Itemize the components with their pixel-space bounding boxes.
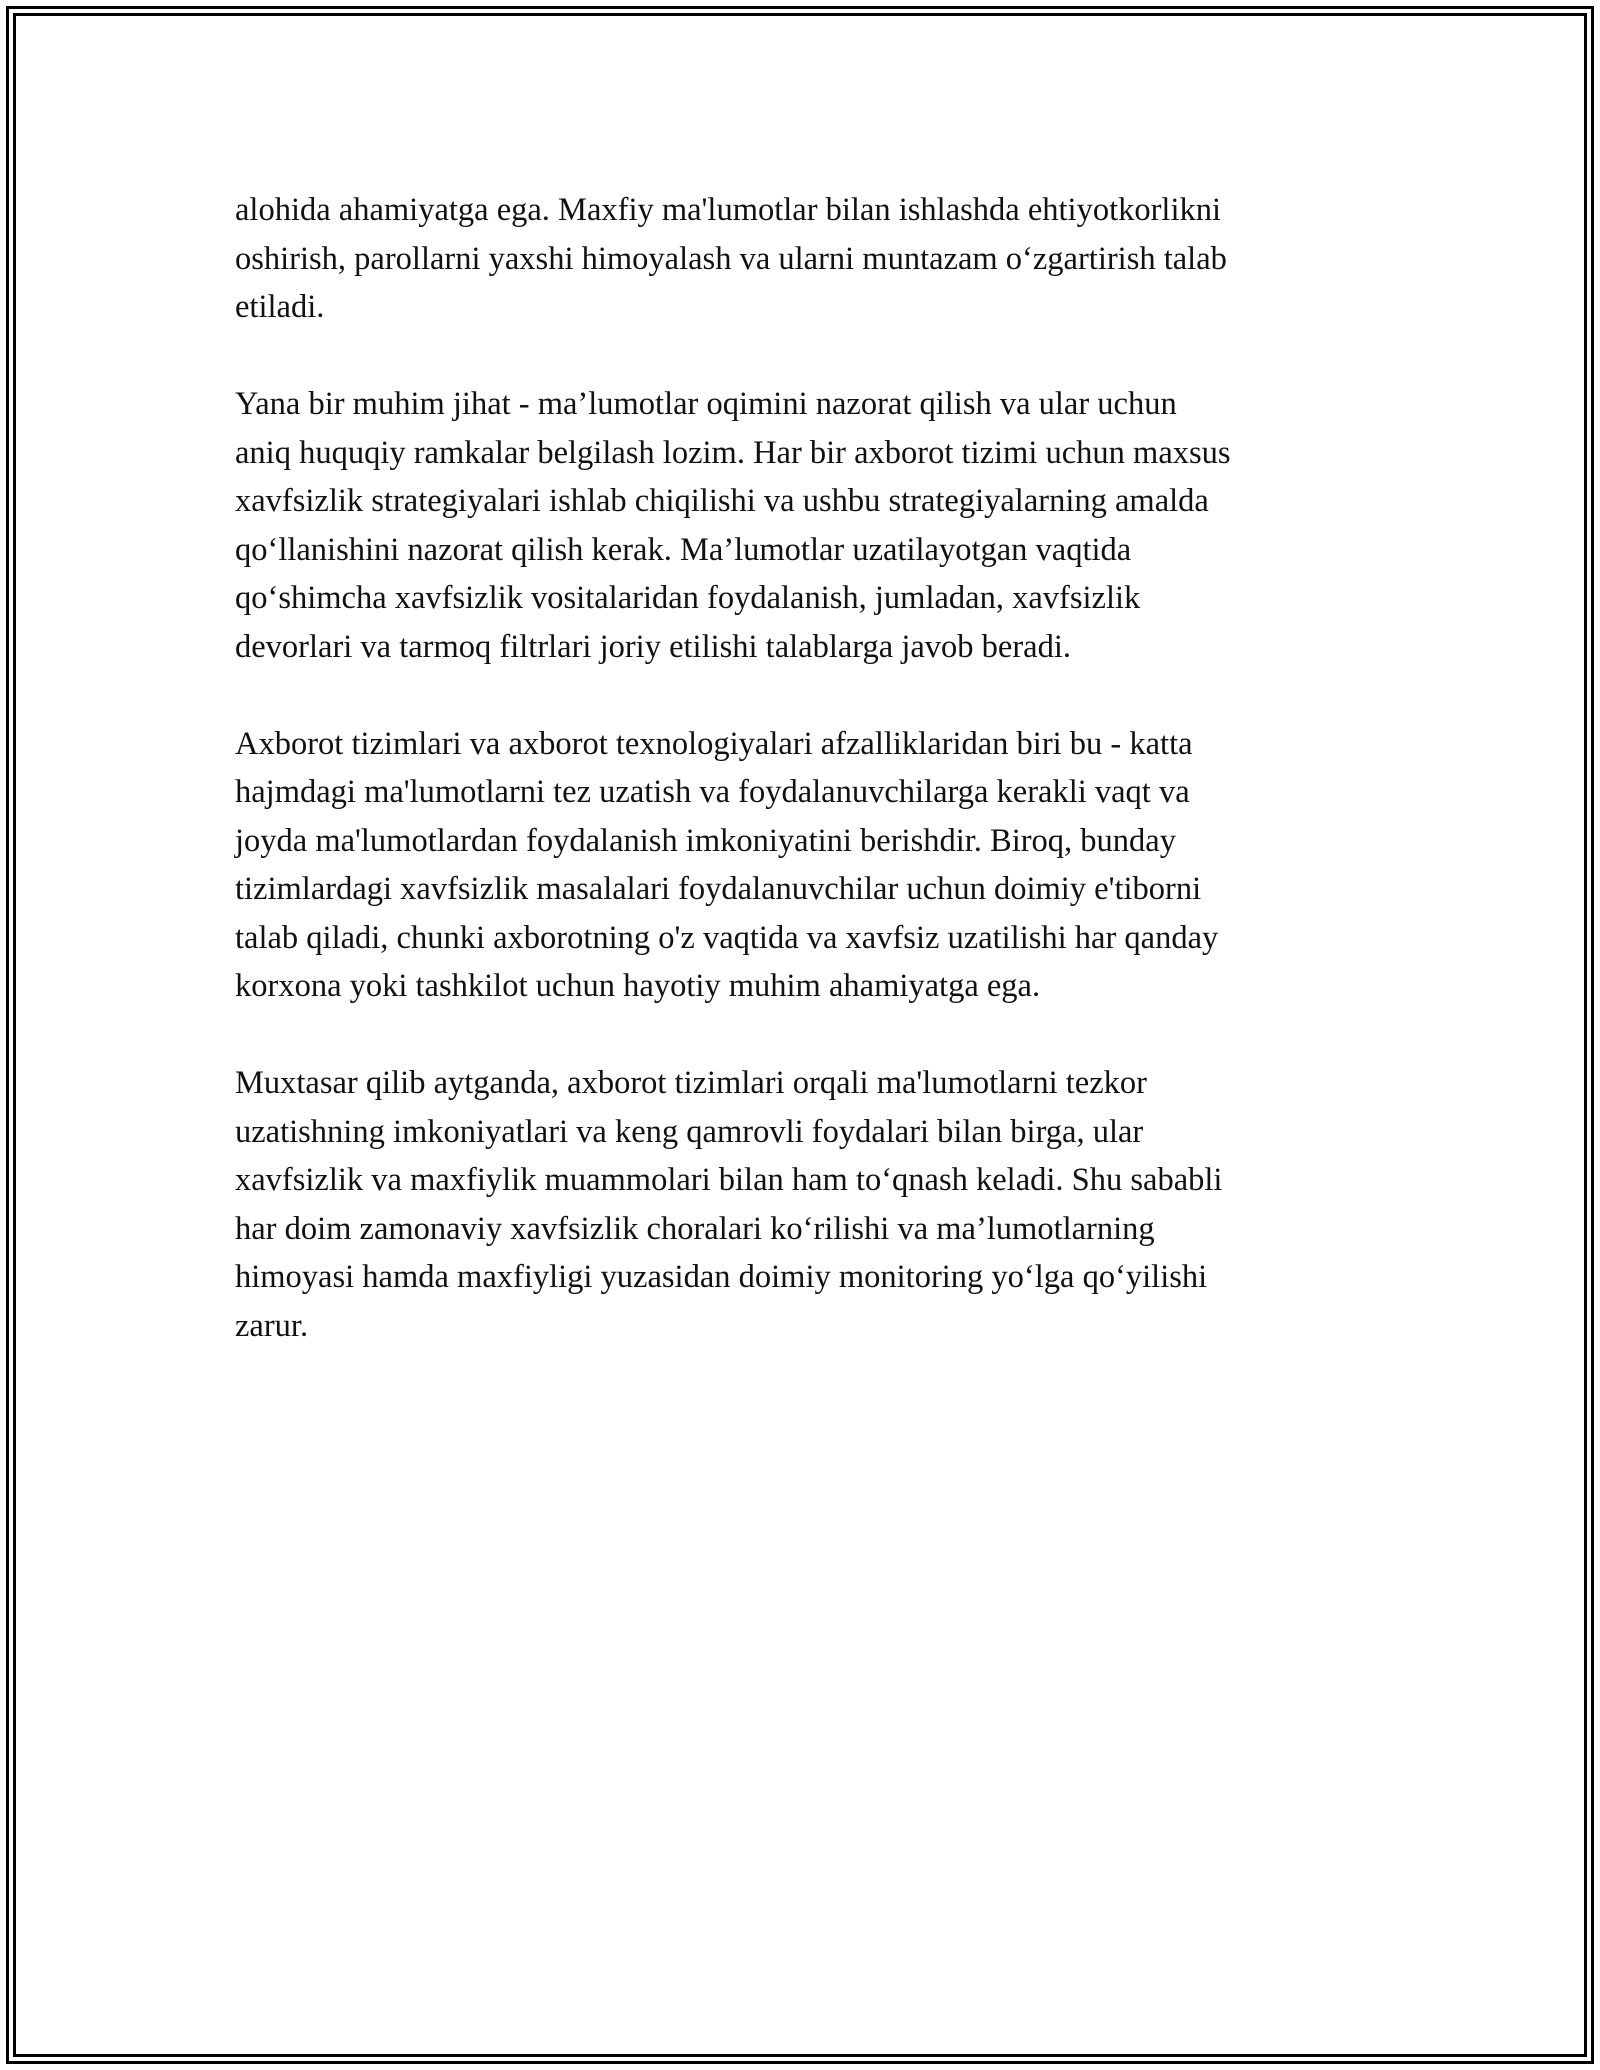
text-line: talab qiladi, chunki axborotning o'z vaqtida va xavfsiz uzatilishi har qanday (235, 919, 1219, 956)
text-line: uzatishning imkoniyatlari va keng qamrovli foydalari bilan birga, ular (235, 1113, 1144, 1150)
paragraph-1 (235, 186, 1365, 332)
text-line: qo‘shimcha xavfsizlik vositalaridan foydalanish, jumladan, xavfsizlik (235, 580, 1141, 616)
document-body (235, 186, 1365, 1399)
paragraph-2 (235, 380, 1365, 671)
text-line: zarur. (235, 1307, 309, 1344)
text-line: Axborot tizimlari va axborot texnologiyalari afzalliklaridan biri bu - katta (235, 725, 1193, 762)
text-line: etiladi. (235, 289, 325, 325)
text-line: Yana bir muhim jihat - ma’lumotlar oqimini nazorat qilish va ular uchun (235, 386, 1177, 422)
text-line: xavfsizlik strategiyalari ishlab chiqilishi va ushbu strategiyalarning amalda (235, 483, 1209, 519)
paragraph-4 (235, 1059, 1365, 1350)
text-line: aniq huquqiy ramkalar belgilash lozim. Har bir axborot tizimi uchun maxsus (235, 434, 1231, 471)
text-line: xavfsizlik va maxfiylik muammolari bilan ham to‘qnash keladi. Shu sababli (235, 1162, 1223, 1198)
text-line: tizimlardagi xavfsizlik masalalari foydalanuvchilar uchun doimiy e'tiborni (235, 871, 1202, 907)
text-line: qo‘llanishini nazorat qilish kerak. Ma’lumotlar uzatilayotgan vaqtida (235, 531, 1132, 568)
text-line: oshirish, parollarni yaxshi himoyalash va ularni muntazam o‘zgartirish talab (235, 240, 1227, 277)
text-line: alohida ahamiyatga ega. Maxfiy ma'lumotlar bilan ishlashda ehtiyotkorlikni (235, 192, 1222, 228)
text-line: har doim zamonaviy xavfsizlik choralari ko‘rilishi va ma’lumotlarning (235, 1210, 1155, 1247)
paragraph-3 (235, 720, 1365, 1011)
text-line: hajmdagi ma'lumotlarni tez uzatish va foydalanuvchilarga kerakli vaqt va (235, 774, 1190, 810)
text-line: Muxtasar qilib aytganda, axborot tizimlari orqali ma'lumotlarni tezkor (235, 1065, 1147, 1101)
text-line: devorlari va tarmoq filtrlari joriy etilishi talablarga javob beradi. (235, 628, 1071, 665)
text-line: joyda ma'lumotlardan foydalanish imkoniyatini berishdir. Biroq, bunday (235, 822, 1176, 859)
text-line: korxona yoki tashkilot uchun hayotiy muhim ahamiyatga ega. (235, 968, 1041, 1004)
text-line: himoyasi hamda maxfiyligi yuzasidan doimiy monitoring yo‘lga qo‘yilishi (235, 1259, 1208, 1295)
